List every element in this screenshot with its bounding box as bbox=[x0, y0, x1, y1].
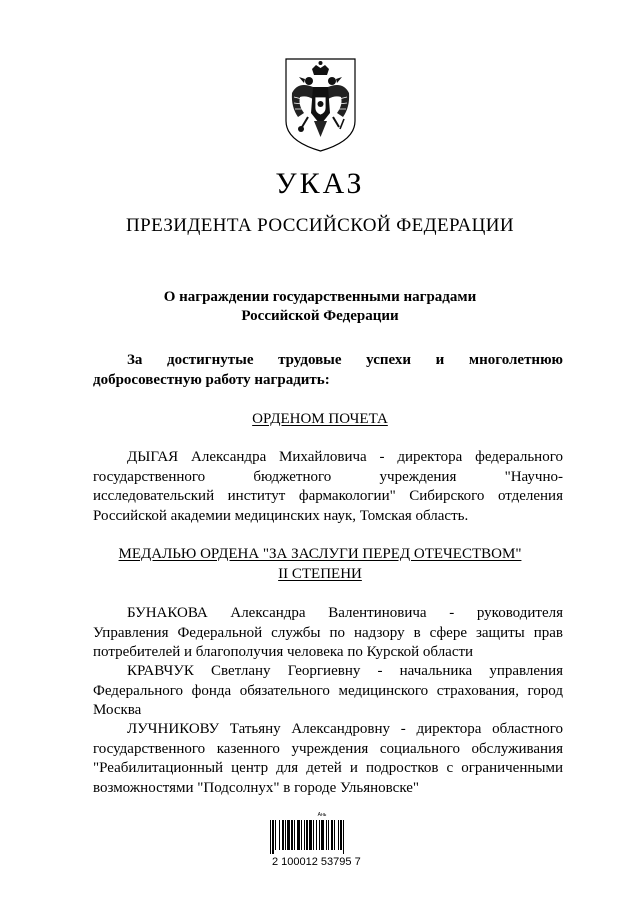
award-title-order-of-honor bbox=[0, 410, 640, 430]
recipient-line: государственного казенного учреждения социального обслуживания bbox=[93, 740, 563, 757]
decree-title: УКАЗ bbox=[275, 167, 365, 200]
decree-subtitle: ПРЕЗИДЕНТА РОССИЙСКОЙ ФЕДЕРАЦИИ bbox=[126, 215, 514, 236]
recipient-line: возможностями "Подсолнух" в городе Ульяновске" bbox=[93, 779, 420, 796]
recipient-line: БУНАКОВА Александра Валентиновича - руководителя bbox=[127, 605, 563, 621]
recipient-line: Управления Федеральной службы по надзору в сфере защиты прав bbox=[93, 624, 563, 641]
recipient-line: "Реабилитационный центр для детей и подростков с ограниченными bbox=[93, 760, 563, 776]
recipient-line: Москва bbox=[93, 702, 142, 718]
barcode-icon bbox=[270, 820, 374, 854]
recipient-line: государственного бюджетного учреждения "Научно- bbox=[93, 468, 563, 485]
award2-recipient bbox=[93, 662, 563, 721]
award1-recipient bbox=[93, 448, 563, 526]
preamble-line: За достигнутые трудовые успехи и многолетнюю bbox=[127, 352, 563, 368]
barcode-top-text: Ань bbox=[317, 812, 327, 818]
recipient-line: Федерального фонда обязательного медицинского страхования, город bbox=[93, 682, 563, 699]
award-title-text: МЕДАЛЬЮ ОРДЕНА "ЗА ЗАСЛУГИ ПЕРЕД ОТЕЧЕСТВОМ" bbox=[118, 546, 522, 562]
award2-recipient bbox=[93, 720, 563, 798]
recipient-line: ЛУЧНИКОВУ Татьяну Александровну - директора областного bbox=[127, 721, 563, 737]
award-title-text: ОРДЕНОМ ПОЧЕТА bbox=[252, 411, 388, 427]
heading-line: О награждении государственными наградами bbox=[163, 289, 477, 305]
award-title-medal bbox=[0, 545, 640, 584]
recipient-line: КРАВЧУК Светлану Георгиевну - начальника управления bbox=[127, 663, 563, 679]
double-headed-eagle-emblem-icon bbox=[282, 55, 359, 155]
recipient-line: ДЫГАЯ Александра Михайловича - директора федерального bbox=[127, 449, 563, 465]
award2-recipient bbox=[93, 604, 563, 663]
barcode bbox=[262, 812, 382, 882]
award-title-text: II СТЕПЕНИ bbox=[278, 565, 362, 582]
recipient-line: Российской академии медицинских наук, Томская область. bbox=[93, 507, 469, 524]
heading-line: Российской Федерации bbox=[241, 308, 399, 324]
decree-heading bbox=[90, 288, 550, 326]
preamble-line: добросовестную работу наградить: bbox=[93, 371, 330, 388]
barcode-number: 2 100012 53795 7 bbox=[272, 856, 361, 868]
recipient-line: исследовательский институт фармакологии" Сибирского отделения bbox=[93, 488, 563, 504]
preamble bbox=[93, 351, 563, 390]
recipient-line: потребителей и благополучия человека по Курской области bbox=[93, 644, 474, 660]
